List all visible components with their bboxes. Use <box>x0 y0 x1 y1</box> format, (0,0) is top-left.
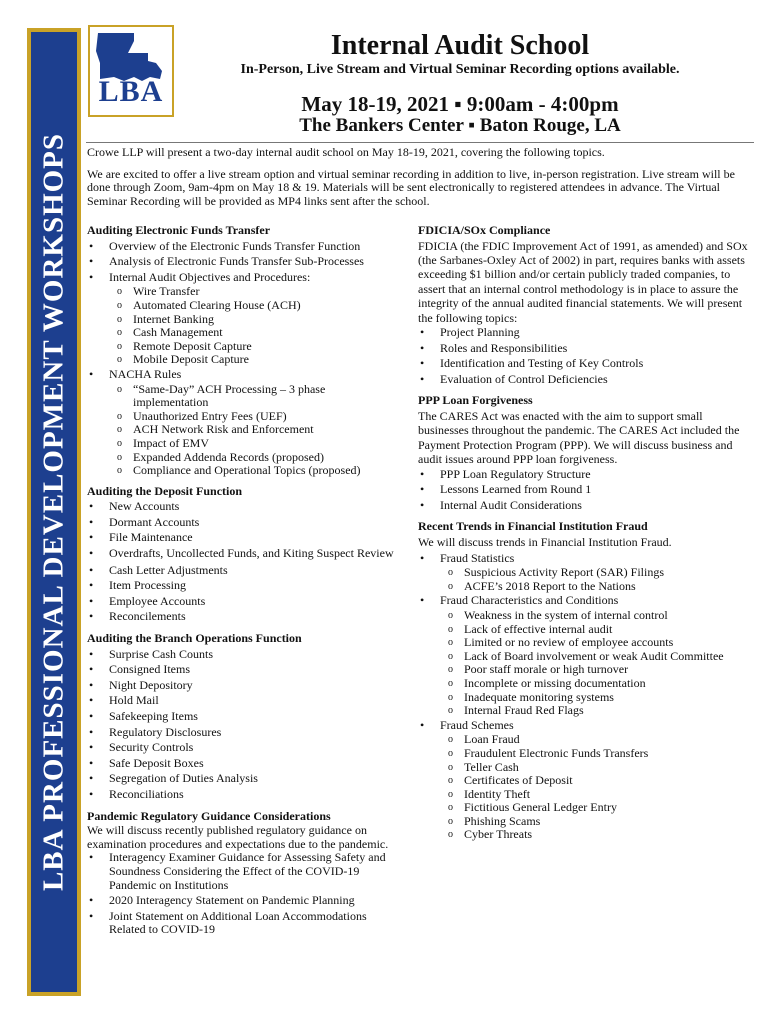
list-item: • Hold Mail <box>87 693 402 709</box>
sub-list-item: o Cyber Threats <box>418 828 748 842</box>
list-item: • Night Depository <box>87 678 402 694</box>
sub-list-item: o Cash Management <box>87 326 402 340</box>
list-item: • Safe Deposit Boxes <box>87 756 402 772</box>
lba-logo <box>88 25 174 117</box>
sub-list-item: o Incomplete or missing documentation <box>418 677 748 691</box>
list-item: • Fraud Statistics <box>418 551 748 567</box>
intro-paragraph: We are excited to offer a live stream option and virtual seminar recording in addition to live, in-person registration. Live stream will be done through Zoom, 9am-4pm on May 18 & 19. Materials will be sent electronically to registered attendees in advance. The Virtual Seminar Recording will be provided as MP4 links sent after the school. <box>87 166 735 208</box>
list-item: • Internal Audit Considerations <box>418 498 748 514</box>
sub-list-item: o Weakness in the system of internal control <box>418 609 748 623</box>
list-item: • Surprise Cash Counts <box>87 647 402 663</box>
list-item: • Reconciliations <box>87 787 402 803</box>
sub-list-item: o “Same-Day” ACH Processing – 3 phase implementation <box>87 383 402 410</box>
list-item: • Interagency Examiner Guidance for Assessing Safety and Soundness Considering the Effect of the COVID-19 Pandemic on Institutions <box>87 851 402 892</box>
page-title: Internal Audit School <box>330 30 590 61</box>
sub-list-item: o Impact of EMV <box>87 437 402 451</box>
list-item: • Security Controls <box>87 740 402 756</box>
event-venue: The Bankers Center ▪ Baton Rouge, LA <box>299 115 621 136</box>
list-item: • Safekeeping Items <box>87 709 402 725</box>
list-item: • Consigned Items <box>87 662 402 678</box>
section-body: We will discuss recently published regulatory guidance on examination procedures and expectations due to the pandemic. <box>87 823 389 851</box>
list-item: • Item Processing <box>87 578 402 594</box>
section-title: FDICIA/SOx Compliance <box>418 223 551 237</box>
right-column <box>418 223 748 842</box>
sidebar-title: LBA PROFESSIONAL DEVELOPMENT WORKSHOPS <box>37 132 70 892</box>
sub-list-item: o Expanded Addenda Records (proposed) <box>87 451 402 465</box>
list-item: • Dormant Accounts <box>87 515 402 531</box>
sub-list-item: o Remote Deposit Capture <box>87 340 402 354</box>
logo-text: LBA <box>98 75 164 108</box>
sub-list-item: o Unauthorized Entry Fees (UEF) <box>87 410 402 424</box>
sub-list-item: o Suspicious Activity Report (SAR) Filings <box>418 566 748 580</box>
list-item: • NACHA Rules <box>87 367 402 383</box>
list-item: • Overview of the Electronic Funds Transfer Function <box>87 239 402 255</box>
divider <box>86 142 754 143</box>
section-title: Auditing the Deposit Function <box>87 483 243 498</box>
list-item: • 2020 Interagency Statement on Pandemic Planning <box>87 894 402 908</box>
list-item: • Overdrafts, Uncollected Funds, and Kiting Suspect Review <box>87 547 402 561</box>
list-item: • Regulatory Disclosures <box>87 725 402 741</box>
section-title: Recent Trends in Financial Institution Fraud <box>418 519 648 534</box>
sub-list-item: o Fraudulent Electronic Funds Transfers <box>418 747 748 761</box>
list-item: • Employee Accounts <box>87 594 402 610</box>
list-item: • Project Planning <box>418 325 748 341</box>
sub-list-item: o Phishing Scams <box>418 815 748 829</box>
sub-list-item: o Mobile Deposit Capture <box>87 353 402 367</box>
sub-list-item: o Identity Theft <box>418 788 748 802</box>
sub-list-item: o Limited or no review of employee accounts <box>418 636 748 650</box>
list-item: • Identification and Testing of Key Controls <box>418 356 748 372</box>
sidebar-banner <box>27 28 81 996</box>
list-item: • Fraud Schemes <box>418 718 748 734</box>
section-body: We will discuss trends in Financial Institution Fraud. <box>418 535 672 549</box>
page-subtitle: In-Person, Live Stream and Virtual Seminar Recording options available. <box>240 62 680 77</box>
section-title: Auditing the Branch Operations Function <box>87 631 302 646</box>
sub-list-item: o Teller Cash <box>418 761 748 775</box>
list-item: • Analysis of Electronic Funds Transfer Sub-Processes <box>87 254 402 270</box>
section-body: FDICIA (the FDIC Improvement Act of 1991, as amended) and SOx (the Sarbanes-Oxley Act of 2002) in part, requires banks with assets exceeding $1 billion and/or certain publicly traded companies, to assert that an internal control methodology is in place to assure the integrity of the annual audited financial statements. We will present the following topics: <box>418 238 748 325</box>
sub-list-item: o Internal Fraud Red Flags <box>418 704 748 718</box>
sub-list-item: o Inadequate monitoring systems <box>418 691 748 705</box>
list-item: • Fraud Characteristics and Conditions <box>418 593 748 609</box>
sub-list-item: o Certificates of Deposit <box>418 774 748 788</box>
event-date: May 18-19, 2021 ▪ 9:00am - 4:00pm <box>301 92 619 116</box>
list-item: • File Maintenance <box>87 530 402 546</box>
sub-list-item: o Wire Transfer <box>87 285 402 299</box>
list-item: • New Accounts <box>87 499 402 515</box>
intro-paragraph: Crowe LLP will present a two-day internal audit school on May 18-19, 2021, covering the following topics. <box>87 145 605 159</box>
section-body: The CARES Act was enacted with the aim to support small businesses throughout the pandemic. The CARES Act included the Payment Protection Program (PPP). We will discuss business and audit issues around PPP loan forgiveness. <box>418 409 740 467</box>
sub-list-item: o Loan Fraud <box>418 733 748 747</box>
section-title: PPP Loan Forgiveness <box>418 393 533 408</box>
list-item: • Cash Letter Adjustments <box>87 563 402 579</box>
intro <box>87 146 747 216</box>
section-title: Auditing Electronic Funds Transfer <box>87 223 271 237</box>
list-item: • Roles and Responsibilities <box>418 341 748 357</box>
sub-list-item: o Internet Banking <box>87 313 402 327</box>
section-title: Pandemic Regulatory Guidance Considerations <box>87 808 331 823</box>
list-item: • Lessons Learned from Round 1 <box>418 482 748 498</box>
list-item: • Segregation of Duties Analysis <box>87 771 402 787</box>
sub-list-item: o Lack of Board involvement or weak Audit Committee <box>418 650 748 664</box>
left-column <box>87 223 402 939</box>
sub-list-item: o ACH Network Risk and Enforcement <box>87 423 402 437</box>
sub-list-item: o Compliance and Operational Topics (proposed) <box>87 464 402 478</box>
sub-list-item: o Fictitious General Ledger Entry <box>418 801 748 815</box>
list-item: • Reconcilements <box>87 609 402 625</box>
sub-list-item: o Lack of effective internal audit <box>418 623 748 637</box>
sub-list-item: o Automated Clearing House (ACH) <box>87 299 402 313</box>
sub-list-item: o ACFE’s 2018 Report to the Nations <box>418 580 748 594</box>
list-item: • Evaluation of Control Deficiencies <box>418 372 748 388</box>
list-item: • Internal Audit Objectives and Procedures: <box>87 270 402 286</box>
sub-list-item: o Poor staff morale or high turnover <box>418 663 748 677</box>
list-item: • PPP Loan Regulatory Structure <box>418 467 748 483</box>
list-item: • Joint Statement on Additional Loan Accommodations Related to COVID-19 <box>87 910 402 937</box>
